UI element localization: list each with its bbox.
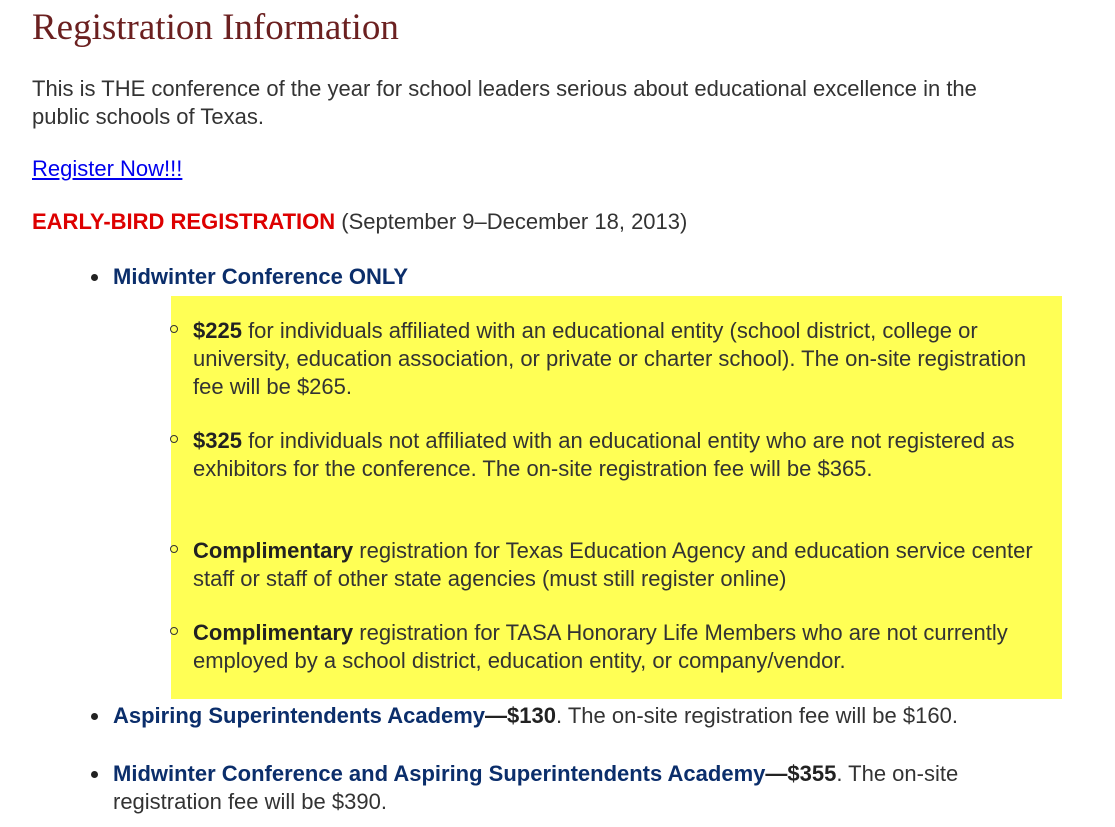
item-label: Midwinter Conference and Aspiring Superintendents Academy (113, 761, 766, 786)
sub-item-desc: for individuals affiliated with an educational entity (school district, college or university, education association, or private or charter school). The on-site registration fee will be $265. (193, 318, 1027, 399)
item-note: . The on-site registration fee will be $390. (113, 761, 959, 814)
sub-item-amount: Complimentary (193, 620, 354, 645)
sub-item-desc: registration for TASA Honorary Life Members who are not currently employed by a school district, education entity, or company/vendor. (193, 620, 1008, 673)
circle-bullet-icon (170, 545, 178, 553)
item-label: Aspiring Superintendents Academy (113, 703, 486, 728)
list-item-combined (113, 760, 1013, 816)
circle-bullet-icon (170, 627, 178, 635)
list-item-aspiring-academy (113, 702, 993, 730)
early-bird-heading (32, 208, 687, 236)
register-now-link[interactable]: Register Now!!! (32, 156, 183, 181)
bullet-icon (91, 771, 98, 778)
item-price: —$355 (765, 761, 837, 786)
item-label: Midwinter Conference ONLY (113, 264, 409, 289)
sub-item-amount: Complimentary (193, 538, 354, 563)
bullet-icon (91, 274, 98, 281)
sub-item-complimentary-tea (193, 537, 1038, 593)
circle-bullet-icon (170, 325, 178, 333)
sub-item-desc: for individuals not affiliated with an educational entity who are not registered as exhibitors for the conference. The on-site registration fee will be $365. (193, 428, 1015, 481)
item-note: . The on-site registration fee will be $160. (556, 703, 958, 728)
page-title: Registration Information (32, 7, 399, 48)
circle-bullet-icon (170, 435, 178, 443)
sub-item-325 (193, 427, 1038, 483)
sub-item-desc: registration for Texas Education Agency and education service center staff or staff of other state agencies (must still register online) (193, 538, 1033, 591)
sub-item-amount: $225 (193, 318, 242, 343)
early-bird-label: EARLY-BIRD REGISTRATION (32, 209, 336, 234)
item-price: —$130 (485, 703, 556, 728)
sub-item-225 (193, 317, 1038, 401)
intro-paragraph: This is THE conference of the year for school leaders serious about educational excellence in the public schools of Texas. (32, 76, 977, 129)
list-item-midwinter-only (113, 263, 1013, 291)
sub-item-amount: $325 (193, 428, 242, 453)
bullet-icon (91, 713, 98, 720)
early-bird-dates: (September 9–December 18, 2013) (335, 209, 688, 234)
sub-item-complimentary-tasa (193, 619, 1038, 675)
